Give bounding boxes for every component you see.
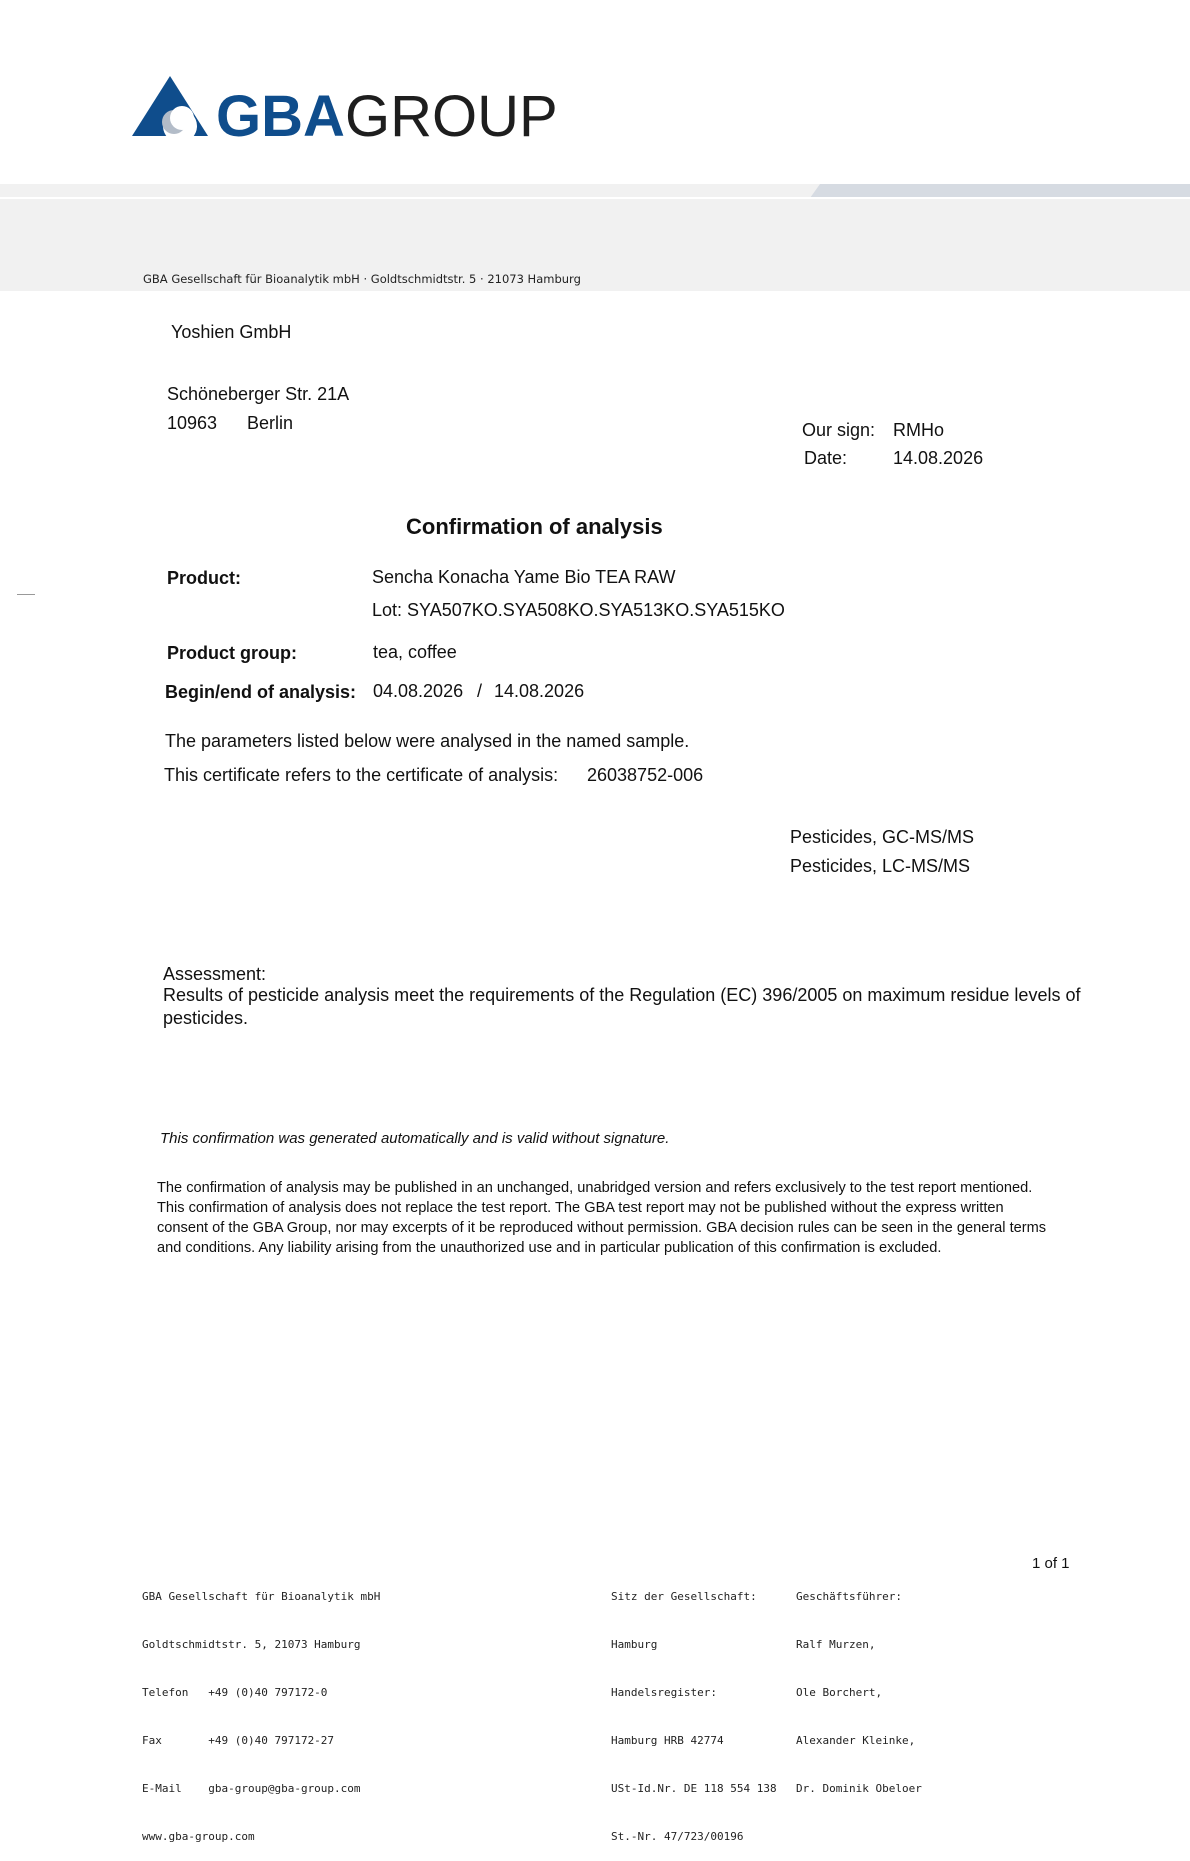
- footer-management-block: [796, 1557, 922, 1813]
- gba-group-logo: [132, 76, 572, 148]
- sender-address-line: GBA Gesellschaft für Bioanalytik mbH · Goldtschmidtstr. 5 · 21073 Hamburg: [143, 272, 581, 286]
- parameter-item: Pesticides, GC-MS/MS: [790, 827, 975, 847]
- parameters-intro: The parameters listed below were analysed in the named sample.: [165, 731, 690, 751]
- logo-text-group: GROUP: [345, 84, 558, 148]
- footer-line: St.-Nr. 47/723/00196: [611, 1830, 744, 1843]
- our-sign-label: Our sign:: [802, 420, 876, 440]
- parameter-item: Pesticides, LC-MS/MS: [790, 856, 971, 876]
- logo-text-gba: GBA: [216, 84, 345, 148]
- analysis-begin-date: 04.08.2026: [373, 681, 464, 701]
- certificate-reference-text: This certificate refers to the certificate of analysis:: [164, 765, 559, 785]
- footer-line: Sitz der Gesellschaft:: [611, 1590, 757, 1603]
- footer-line: Handelsregister:: [611, 1686, 717, 1699]
- footer-line: Telefon +49 (0)40 797172-0: [142, 1686, 328, 1699]
- auto-generated-note: This confirmation was generated automatically and is valid without signature.: [160, 1130, 670, 1147]
- footer-line: Ole Borchert,: [796, 1686, 883, 1699]
- date-label: Date:: [804, 448, 848, 468]
- recipient-street: Schöneberger Str. 21A: [167, 384, 350, 404]
- fold-mark: [17, 594, 35, 595]
- recipient-city: Berlin: [247, 413, 294, 433]
- footer-line: Alexander Kleinke,: [796, 1734, 916, 1747]
- analysis-period-label: Begin/end of analysis:: [165, 682, 357, 702]
- footer-registry-block: [611, 1557, 777, 1861]
- footer-line: Ralf Murzen,: [796, 1638, 876, 1651]
- footer-line: Hamburg: [611, 1638, 658, 1651]
- assessment-text: Results of pesticide analysis meet the requirements of the Regulation (EC) 396/2005 on maximum residue levels of pesticides.: [163, 985, 1081, 1028]
- product-group-value: tea, coffee: [373, 642, 457, 662]
- footer-line: Hamburg HRB 42774: [611, 1734, 724, 1747]
- lot-value: Lot: SYA507KO.SYA508KO.SYA513KO.SYA515KO: [372, 600, 785, 620]
- assessment-label: Assessment:: [163, 964, 267, 984]
- product-group-label: Product group:: [167, 643, 297, 663]
- product-label: Product:: [167, 568, 241, 588]
- footer-line: E-Mail gba-group@gba-group.com: [142, 1782, 361, 1795]
- footer-line: GBA Gesellschaft für Bioanalytik mbH: [142, 1590, 381, 1603]
- publication-disclaimer: The confirmation of analysis may be published in an unchanged, unabridged version and refers exclusively to the test report mentioned. This confirmation of analysis does not replace the test report. The GBA test report may not be published without the express written consent of the GBA Group, nor may excerpts of it be reproduced without permission. GBA decision rules can be seen in the general terms and conditions. Any liability arising from the unauthorized use and in particular publication of this confirmation is excluded.: [157, 1180, 1047, 1256]
- date-value: 14.08.2026: [893, 448, 984, 468]
- footer-line: Goldtschmidtstr. 5, 21073 Hamburg: [142, 1638, 361, 1651]
- analysis-date-separator: /: [477, 681, 483, 701]
- product-value: Sencha Konacha Yame Bio TEA RAW: [372, 567, 676, 587]
- footer-line: Fax +49 (0)40 797172-27: [142, 1734, 335, 1747]
- certificate-number: 26038752-006: [587, 765, 704, 785]
- footer-line: USt-Id.Nr. DE 118 554 138: [611, 1782, 777, 1795]
- recipient-company: Yoshien GmbH: [171, 322, 292, 342]
- header-band-divider: [0, 197, 1190, 199]
- logo-mark-icon: [132, 76, 208, 143]
- footer-line: Dr. Dominik Obeloer: [796, 1782, 922, 1795]
- document-title: Confirmation of analysis: [406, 514, 663, 539]
- recipient-zip: 10963: [167, 413, 218, 433]
- footer-line: www.gba-group.com: [142, 1830, 255, 1843]
- analysis-end-date: 14.08.2026: [494, 681, 585, 701]
- our-sign-value: RMHo: [893, 420, 945, 440]
- footer-line: Geschäftsführer:: [796, 1590, 902, 1603]
- page-number: 1 of 1: [1032, 1555, 1070, 1572]
- footer-company-block: [142, 1557, 380, 1861]
- header-stripe: [0, 184, 1190, 198]
